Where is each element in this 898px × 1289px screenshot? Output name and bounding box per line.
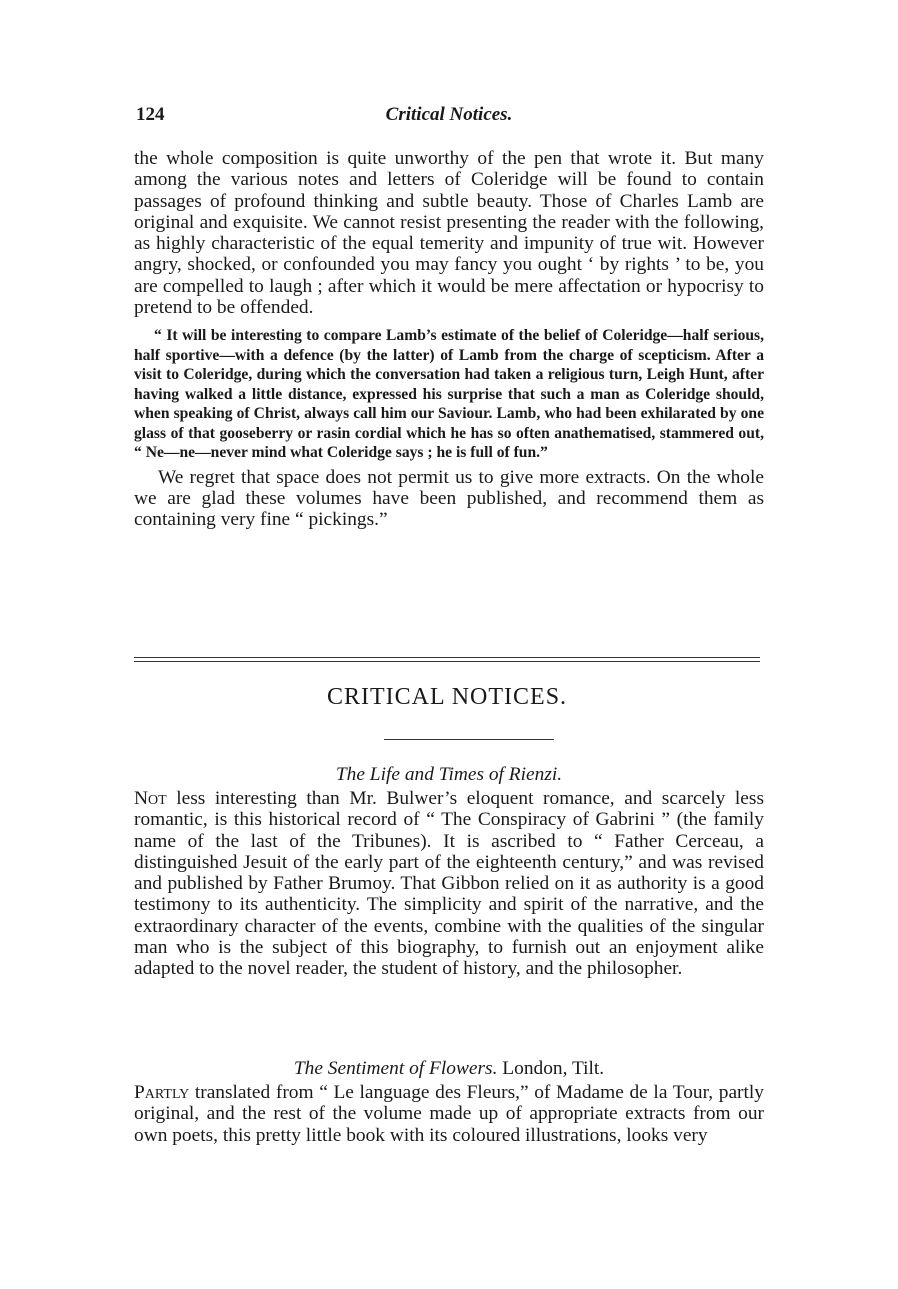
review-title-text: The Sentiment of Flowers. bbox=[293, 1058, 498, 1079]
page-header bbox=[136, 104, 762, 130]
review-rienzi bbox=[134, 764, 764, 980]
review-flowers bbox=[134, 1058, 764, 1146]
section-divider bbox=[134, 661, 760, 662]
review-title bbox=[134, 764, 764, 786]
review-body bbox=[134, 788, 764, 980]
section-heading: CRITICAL NOTICES. bbox=[326, 684, 568, 710]
review-title bbox=[134, 1058, 764, 1080]
review-body-text: less interesting than Mr. Bulwer’s eloquent romance, and scarcely less romantic, is this historical record of “ The Conspiracy of Gabrini ” (the family name of the last of the Tribunes). It is ascribed to “ Father Cerceau, a distinguished Jesuit of the early part of the eighteenth century,” and was revised and published by Father Brumoy. That Gibbon relied on it as authority is a good testimony to its authenticity. The simplicity and spirit of the narrative, and the extraordinary character of the events, combine with the qualities of the singular man who is the subject of this biography, to furnish out an enjoyment alike adapted to the novel reader, the student of history, and the philosopher. bbox=[134, 788, 764, 980]
heading-rule bbox=[384, 739, 554, 740]
page-number: 124 bbox=[136, 104, 165, 125]
running-title: Critical Notices. bbox=[385, 104, 513, 125]
lead-word: Not bbox=[134, 788, 167, 809]
section-divider bbox=[134, 657, 760, 658]
review-publisher: London, Tilt. bbox=[502, 1058, 605, 1079]
review-body-text: translated from “ Le language des Fleurs,” of Madame de la Tour, partly original, and the rest of the volume made up of appropriate extracts from our own poets, this pretty little book with its coloured illustrations, looks very bbox=[134, 1082, 764, 1146]
review-body bbox=[134, 1082, 764, 1146]
block-quotation: “ It will be interesting to compare Lamb’s estimate of the belief of Coleridge—half serious, half sportive—with a defence (by the latter) of Lamb from the charge of scepticism. After a visit to Coleridge, during which the conversation had taken a religious turn, Leigh Hunt, after having walked a little distance, expressed his surprise that such a man as Coleridge should, when speaking of Christ, always call him our Saviour. Lamb, who had been exhilarated by one glass of that gooseberry or rasin cordial which he has so often anathematised, stammered out, “ Ne—ne—never mind what Coleridge says ; he is full of fun.” bbox=[134, 327, 764, 462]
paragraph: We regret that space does not permit us to give more extracts. On the whole we are glad these volumes have been published, and recommend them as containing very fine “ pickings.” bbox=[134, 466, 764, 531]
review-title-text: The Life and Times of Rienzi. bbox=[335, 764, 563, 785]
continuation-text bbox=[134, 148, 764, 531]
lead-word: Partly bbox=[134, 1082, 190, 1103]
paragraph: the whole composition is quite unworthy of the pen that wrote it. But many among the various notes and letters of Coleridge will be found to contain passages of profound thinking and subtle beauty. Those of Charles Lamb are original and exquisite. We cannot resist presenting the reader with the following, as highly characteristic of the equal temerity and impunity of true wit. However angry, shocked, or confounded you may fancy you ought ‘ by rights ’ to be, you are compelled to laugh ; after which it would be mere affectation or hypocrisy to pretend to be offended. bbox=[134, 148, 764, 319]
